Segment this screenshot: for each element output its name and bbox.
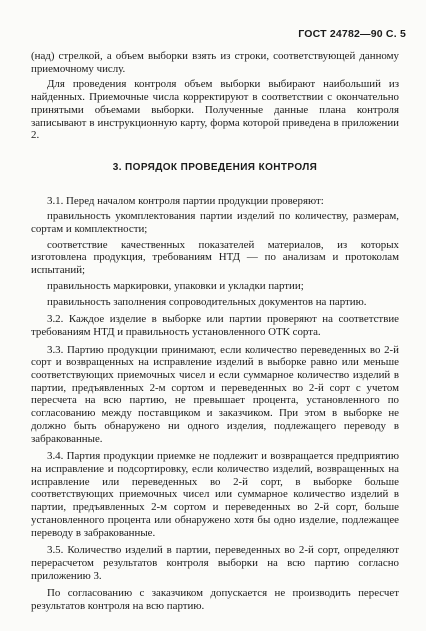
clause-3-2: 3.2. Каждое изделие в выборке или партии проверяют на соответствие требованиям НТД и правильность установленного ОТК сорта. — [31, 313, 399, 338]
clause-3-5-note: По согласованию с заказчиком допускается не производить пересчет результатов контроля на всю партию. — [31, 587, 399, 613]
clause-3-1: 3.1. Перед началом контроля партии продукции проверяют: — [47, 194, 324, 207]
paragraph-sample-size: Для проведения контроля объем выборки выбирают наибольший из найденных. Приемочные числа корректируют в соответствии с окончательно принятыми объемами выборки. Полученные данные плана контроля записывают в инструкционную карту, форма которой приведена в приложении 2. — [31, 78, 399, 142]
clause-3-5: 3.5. Количество изделий в партии, переведенных во 2-й сорт, определяют перерасчетом результатов контроля выборки на всю партию согласно приложению 3. — [31, 544, 399, 582]
clause-3-1-item-materials: соответствие качественных показателей материалов, из которых изготовлена продукция, требованиям НТД — по анализам и протоколам испытаний; — [31, 238, 399, 277]
clause-3-1-item-documents: правильность заполнения сопроводительных документов на партию. — [47, 295, 367, 308]
page-header: ГОСТ 24782—90 С. 5 — [298, 28, 406, 40]
clause-3-1-item-completeness: правильность укомплектования партии изделий по количеству, размерам, сортам и комплектности; — [31, 210, 399, 236]
section-title: 3. ПОРЯДОК ПРОВЕДЕНИЯ КОНТРОЛЯ — [112, 161, 318, 173]
document-body — [31, 50, 399, 613]
clause-3-3: 3.3. Партию продукции принимают, если количество переведенных во 2-й сорт и возвращенных на исправление изделий в выборке равно или меньше соответствующих приемочных чисел и если суммарное количество изделий в партии, предъявленных 2-м сортом и переведенных во 2-й сорт с учетом пересчета на всю партию, не превышает процента, установленного по согласованию между поставщиком и заказчиком. При этом в выборке не должно быть обнаружено ни одного изделия, подлежащего переводу в забракованные. — [31, 343, 399, 445]
paragraph-continuation: (над) стрелкой, а объем выборки взять из строки, соответствующей данному приемочному числу. — [31, 50, 399, 75]
clause-3-4: 3.4. Партия продукции приемке не подлежит и возвращается предприятию на исправление и подсортировку, если количество изделий, возвращенных на исправление или переведенных во 2-й сорт, в выборке больше соответствующих приемочных чисел или суммарное количество изделий в партии, предъявленных 2-м сортом и переведенных во 2-й сорт, больше установленного процента или обнаружено хотя бы одно изделие, подлежащее переводу в забракованные. — [31, 450, 399, 539]
clause-3-1-item-marking: правильность маркировки, упаковки и укладки партии; — [47, 279, 304, 292]
